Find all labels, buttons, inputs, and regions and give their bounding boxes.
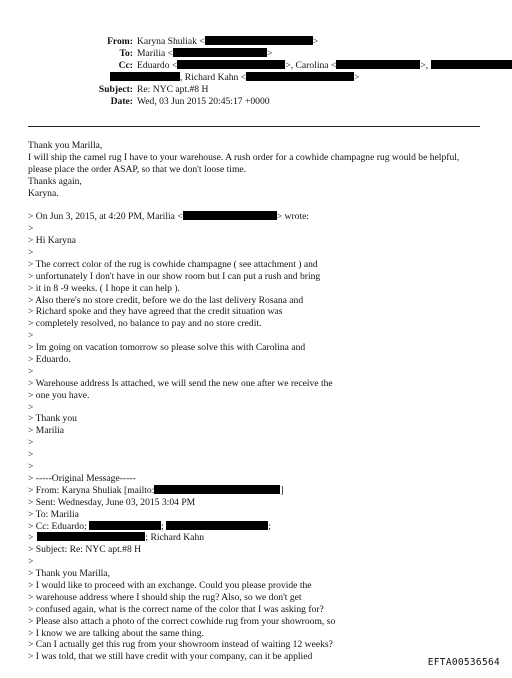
- body-line: > Please also attach a photo of the correct cowhide rug from your showroom, so: [28, 615, 336, 627]
- from-value: Karyna Shuliak < >: [137, 36, 319, 47]
- body-line: > Marilia: [28, 425, 65, 437]
- body-line: >: [28, 556, 34, 568]
- to-label: To:: [119, 48, 133, 59]
- body-line: > I know we are talking about the same thing.: [28, 627, 204, 639]
- body-line: > warehouse address where I should ship the rug? Also, so we don't get: [28, 591, 302, 603]
- body-line: >: [28, 330, 34, 342]
- subject-value: Re: NYC apt.#8 H: [137, 84, 209, 95]
- redaction: [89, 521, 161, 530]
- quoted-from-line: > From: Karyna Shuliak [mailto: ]: [28, 484, 284, 496]
- body-line: > Warehouse address Is attached, we will send the new one after we receive the: [28, 377, 333, 389]
- subject-label: Subject:: [98, 84, 133, 95]
- body-line: I will ship the camel rug I have to your warehouse. A rush order for a cowhide champagne rug would be helpful,: [28, 151, 460, 163]
- document-stamp: EFTA00536564: [427, 657, 500, 668]
- body-line: > unfortunately I don't have in our show room but I can put a rush and bring: [28, 270, 321, 282]
- body-line: > confused again, what is the correct name of the color that I was asking for?: [28, 603, 324, 615]
- email-body: [28, 140, 498, 663]
- date-value: Wed, 03 Jun 2015 20:45:17 +0000: [137, 96, 270, 107]
- body-line: > -----Original Message-----: [28, 472, 136, 484]
- cc-label: Cc:: [118, 60, 133, 71]
- body-line: >: [28, 461, 34, 473]
- redaction: [173, 48, 267, 57]
- body-line: > The correct color of the rug is cowhide champagne ( see attachment ) and: [28, 258, 318, 270]
- body-line: > one you have.: [28, 389, 90, 401]
- email-header: [0, 36, 512, 108]
- redaction: [246, 72, 354, 81]
- redaction: [336, 60, 420, 69]
- redaction: [154, 485, 280, 494]
- redaction: [177, 60, 285, 69]
- redaction: [183, 211, 277, 220]
- body-line: > Richard spoke and they have agreed that the credit situation was: [28, 306, 283, 318]
- cc-value: Eduardo < >, Carolina < >,: [137, 60, 512, 72]
- header-divider: [28, 126, 480, 127]
- body-line: > it in 8 -9 weeks. ( I hope it can help ).: [28, 282, 180, 294]
- body-line: > Thank you Marilla,: [28, 568, 110, 580]
- body-line: > Im going on vacation tomorrow so please solve this with Carolina and: [28, 342, 306, 354]
- body-line: Thanks again,: [28, 175, 82, 187]
- body-line: [28, 199, 498, 211]
- cc-value-line2: , Richard Kahn < >: [110, 72, 360, 84]
- body-line: >: [28, 365, 34, 377]
- redaction: [431, 60, 512, 69]
- body-line: please place the order ASAP, so that we don't loose time.: [28, 163, 247, 175]
- body-line: > Hi Karyna: [28, 235, 77, 247]
- body-line: Thank you Marilla,: [28, 140, 103, 151]
- date-label: Date:: [110, 96, 133, 107]
- body-line: >: [28, 449, 34, 461]
- quoted-cc-line: > Cc: Eduardo; ; ;: [28, 520, 271, 532]
- body-line: >: [28, 223, 34, 235]
- body-line: > Sent: Wednesday, June 03, 2015 3:04 PM: [28, 496, 196, 508]
- body-line: >: [28, 401, 34, 413]
- quote-intro-line: > On Jun 3, 2015, at 4:20 PM, Marilia < > wrote:: [28, 211, 310, 223]
- redaction: [110, 72, 180, 81]
- body-line: > Eduardo.: [28, 354, 71, 366]
- quoted-cc-line2: > ; Richard Kahn: [28, 532, 205, 544]
- from-label: From:: [107, 36, 133, 47]
- redaction: [205, 36, 313, 45]
- body-line: > Also there's no store credit, before we do the last delivery Rosana and: [28, 294, 304, 306]
- body-line: > Thank you: [28, 413, 77, 425]
- redaction: [37, 532, 145, 541]
- body-line: > completely resolved, no balance to pay and no store credit.: [28, 318, 262, 330]
- body-line: >: [28, 247, 34, 259]
- body-line: > I was told, that we still have credit with your company, can it be applied: [28, 651, 313, 663]
- to-value: Marilia < >: [137, 48, 273, 59]
- body-line: Karyna.: [28, 187, 59, 199]
- body-line: >: [28, 437, 34, 449]
- body-line: > To: Marilia: [28, 508, 79, 520]
- redaction: [166, 521, 268, 530]
- body-line: > Can I actually get this rug from your showroom instead of waiting 12 weeks?: [28, 639, 333, 651]
- body-line: > I would like to proceed with an exchange. Could you please provide the: [28, 579, 312, 591]
- body-line: > Subject: Re: NYC apt.#8 H: [28, 544, 142, 556]
